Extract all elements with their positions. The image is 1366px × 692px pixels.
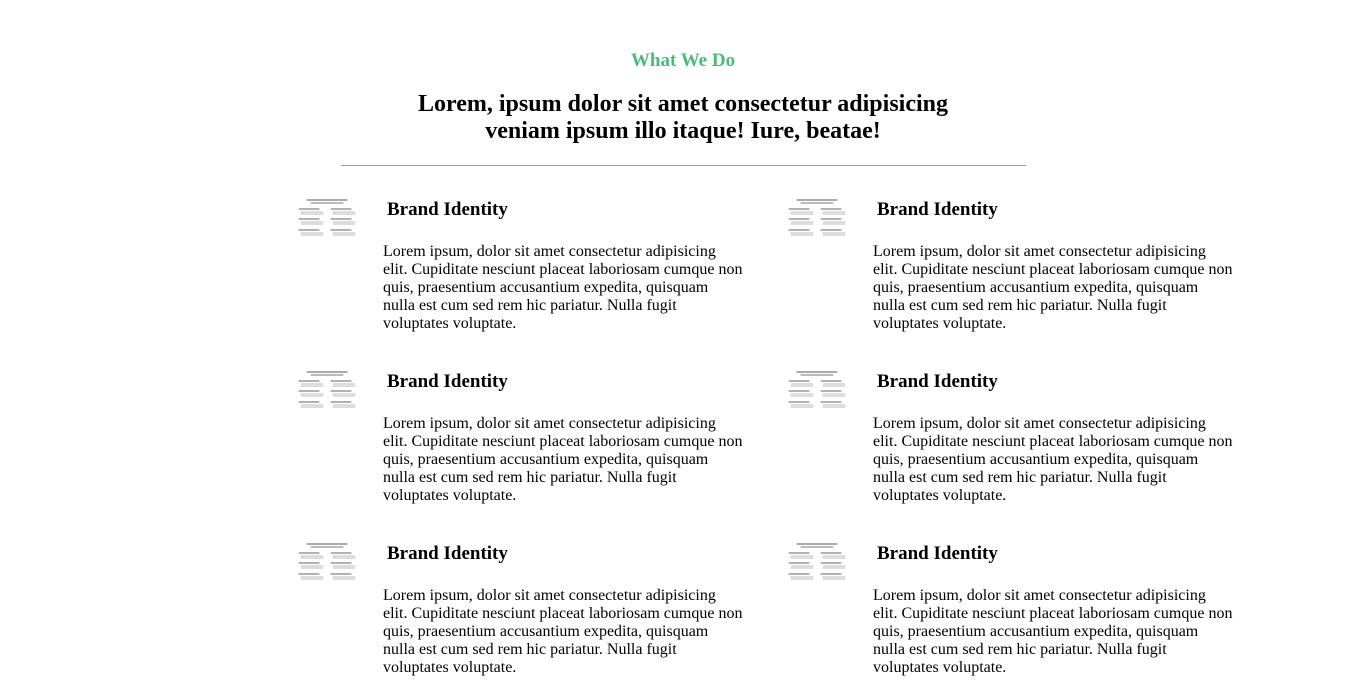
service-thumbnail-icon bbox=[787, 541, 847, 585]
card-title: Brand Identity bbox=[877, 543, 998, 564]
service-thumbnail-icon bbox=[787, 369, 847, 413]
service-thumbnail-icon bbox=[297, 197, 357, 241]
headline-line-2: veniam ipsum illo itaque! Iure, beatae! bbox=[485, 118, 881, 144]
headline-line-1: Lorem, ipsum dolor sit amet consectetur adipisicing bbox=[418, 91, 948, 117]
service-card bbox=[787, 541, 1247, 692]
service-card bbox=[297, 369, 757, 529]
section-eyebrow: What We Do bbox=[630, 50, 736, 71]
service-thumbnail-icon bbox=[787, 197, 847, 241]
card-title: Brand Identity bbox=[387, 199, 508, 220]
card-description: Lorem ipsum, dolor sit amet consectetur adipisicing elit. Cupiditate nesciunt placeat laboriosam cumque non quis, praesentium accusantium expedita, quisquam nulla est cum sed rem hic pariatur. Nulla fugit voluptates voluptate. bbox=[383, 415, 743, 504]
card-description: Lorem ipsum, dolor sit amet consectetur adipisicing elit. Cupiditate nesciunt placeat laboriosam cumque non quis, praesentium accusantium expedita, quisquam nulla est cum sed rem hic pariatur. Nulla fugit voluptates voluptate. bbox=[873, 415, 1233, 504]
card-title: Brand Identity bbox=[387, 371, 508, 392]
card-title: Brand Identity bbox=[877, 371, 998, 392]
card-description: Lorem ipsum, dolor sit amet consectetur adipisicing elit. Cupiditate nesciunt placeat laboriosam cumque non quis, praesentium accusantium expedita, quisquam nulla est cum sed rem hic pariatur. Nulla fugit voluptates voluptate. bbox=[383, 243, 743, 332]
service-card bbox=[787, 197, 1247, 357]
card-description: Lorem ipsum, dolor sit amet consectetur adipisicing elit. Cupiditate nesciunt placeat laboriosam cumque non quis, praesentium accusantium expedita, quisquam nulla est cum sed rem hic pariatur. Nulla fugit voluptates voluptate. bbox=[383, 587, 743, 676]
section-divider bbox=[341, 165, 1026, 166]
service-card bbox=[787, 369, 1247, 529]
section-headline bbox=[383, 91, 983, 145]
service-card bbox=[297, 541, 757, 692]
service-thumbnail-icon bbox=[297, 369, 357, 413]
card-description: Lorem ipsum, dolor sit amet consectetur adipisicing elit. Cupiditate nesciunt placeat laboriosam cumque non quis, praesentium accusantium expedita, quisquam nulla est cum sed rem hic pariatur. Nulla fugit voluptates voluptate. bbox=[873, 243, 1233, 332]
card-title: Brand Identity bbox=[877, 199, 998, 220]
card-title: Brand Identity bbox=[387, 543, 508, 564]
service-card bbox=[297, 197, 757, 357]
service-thumbnail-icon bbox=[297, 541, 357, 585]
card-description: Lorem ipsum, dolor sit amet consectetur adipisicing elit. Cupiditate nesciunt placeat laboriosam cumque non quis, praesentium accusantium expedita, quisquam nulla est cum sed rem hic pariatur. Nulla fugit voluptates voluptate. bbox=[873, 587, 1233, 676]
